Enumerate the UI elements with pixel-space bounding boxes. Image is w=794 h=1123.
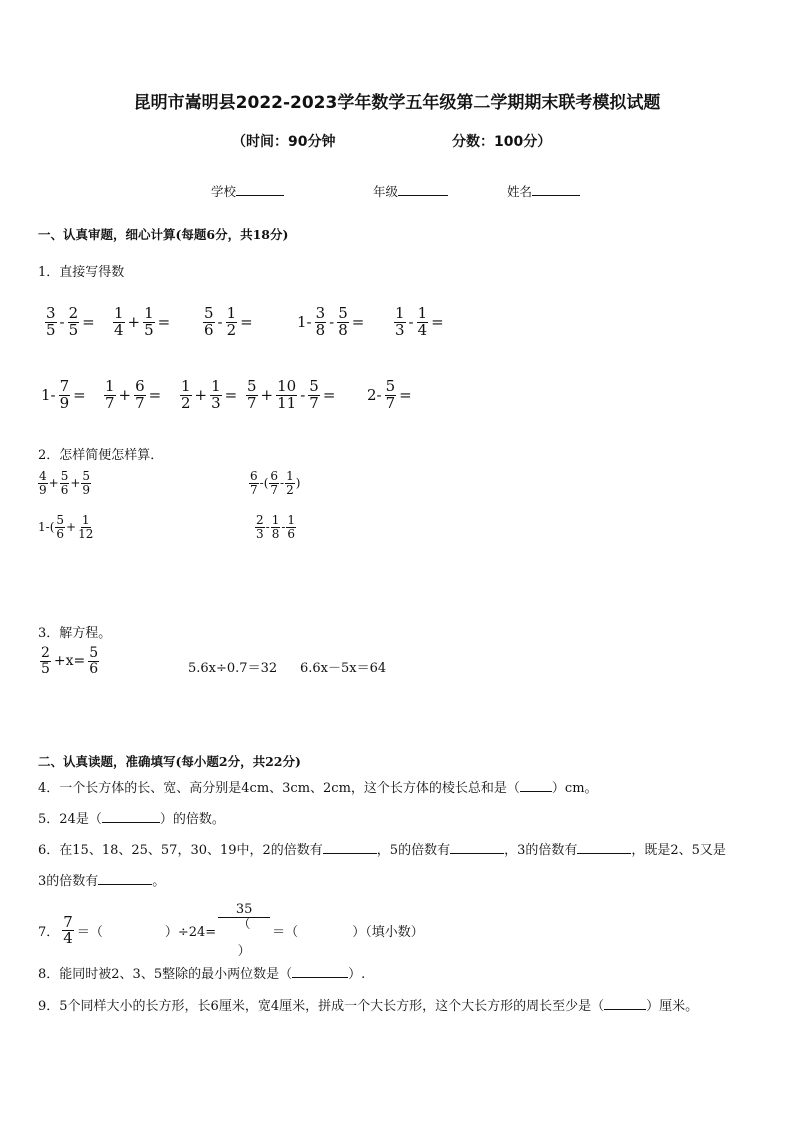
q6-blank-4[interactable] [98,871,152,885]
equation-2: 5.6x÷0.7＝32 [188,661,278,676]
calc-2-4: 5 7 + $\frac{10}{11}$ - $\frac{5}{7}$ = [247,377,336,412]
name-field[interactable] [507,182,580,200]
question-1: 1．直接写得数 [38,265,125,280]
calc-2-3: 1 2 + $\frac{1}{3}$ = [181,377,238,412]
calc-1-2: 1 4 + $\frac{1}{5}$ = [114,304,171,339]
section-1-title: 一、认真审题，细心计算(每题6分，共18分) [38,227,289,242]
question-5: 5．24是（ ）的倍数。 [38,808,225,827]
exam-score: 分数：100分） [452,134,552,150]
grade-label: 年级 [373,184,399,199]
q5-blank[interactable] [102,809,160,823]
calc-1-5: 1 3 - $\frac{1}{4}$ = [395,304,444,339]
name-blank[interactable] [532,182,580,196]
calc-1-3: 5 6 - $\frac{1}{2}$ = [204,304,253,339]
school-label: 学校 [211,184,237,199]
equation-1: 2 5 +x= $\frac{5}{6}$ [41,645,99,677]
section-2-title: 二、认真读题，准确填写(每小题2分，共22分) [38,754,301,769]
question-4: 4．一个长方体的长、宽、高分别是4cm、3cm、2cm，这个长方体的棱长总和是（ ）cm。 [38,777,598,796]
q6-blank-1[interactable] [323,840,377,854]
calc-2-2: 1 7 + $\frac{6}{7}$ = [105,377,162,412]
question-9: 9．5个同样大小的长方形，长6厘米，宽4厘米，拼成一个大长方形，这个大长方形的周长至少是（ ）厘米。 [38,995,698,1014]
calc-1-1: 3 5 - $\frac{2}{5}$ = [46,304,95,339]
school-blank[interactable] [236,182,284,196]
q6-blank-3[interactable] [577,840,631,854]
q9-blank[interactable] [604,996,646,1010]
calc-2-5: 2- $\frac{5}{7}$ = [367,377,412,412]
question-8: 8．能同时被2、3、5整除的最小两位数是（ ）. [38,963,365,982]
exam-time: （时间：90分钟 [232,134,336,150]
school-field[interactable] [211,182,284,200]
question-2: 2．怎样简便怎样算． [38,448,164,463]
simplify-2: 6 7 -( 6 7 - 1 2 ) [250,469,301,497]
grade-blank[interactable] [398,182,448,196]
q4-blank[interactable] [520,778,552,792]
page-title: 昆明市嵩明县2022-2023学年数学五年级第二学期期末联考模拟试题 [133,93,661,113]
question-6-cont: 3的倍数有 。 [38,870,165,889]
q8-blank[interactable] [292,964,348,978]
question-3: 3．解方程。 [38,626,112,641]
calc-2-1: 1- $\frac{7}{9}$ = [41,377,86,412]
name-label: 姓名 [507,184,533,199]
simplify-4: 2 3 - 1 8 - 1 6 [256,513,296,541]
simplify-1: 4 9 + $\frac{5}{6}$ + $\frac{5}{9}$ [39,469,91,497]
simplify-3: 1-( 5 6 + $\frac{1}{12}$ [38,513,94,541]
calc-1-4: 1- 3 8 - $\frac{5}{8}$ = [297,304,365,339]
grade-field[interactable] [373,182,448,200]
question-6: 6．在15、18、25、57，30、19中，2的倍数有 ，5的倍数有 ，3的倍数有 ，既是2、5又是 [38,839,726,858]
question-7: 7． 7 4 ＝（ ）÷24= 35 （ ） ＝（ ）（填小数） [38,902,424,959]
equation-3: 6.6x－5x＝64 [300,661,387,676]
q6-blank-2[interactable] [450,840,504,854]
